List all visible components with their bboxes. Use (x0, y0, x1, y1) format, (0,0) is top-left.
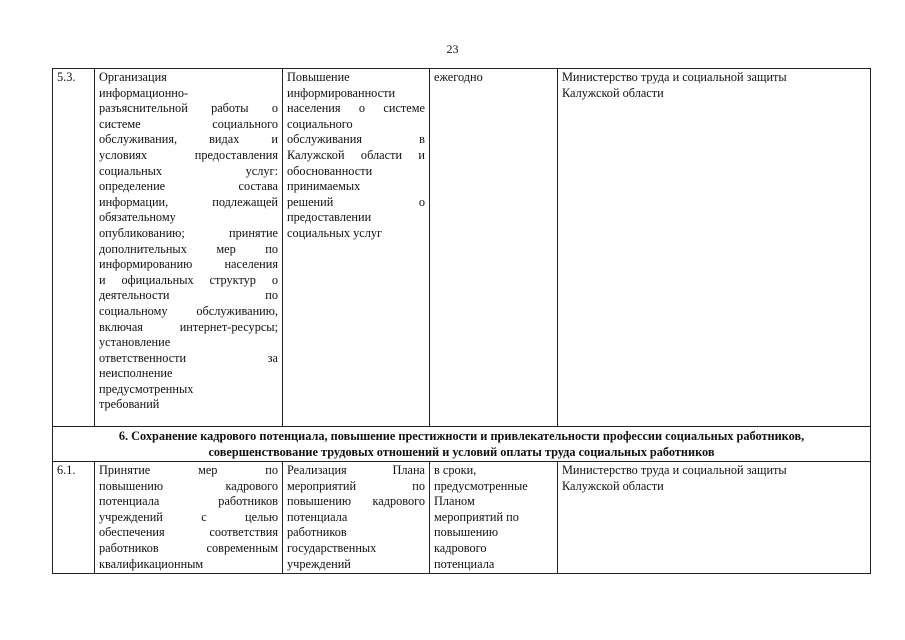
cell-line: в сроки, (434, 463, 477, 477)
cell-line: требований (99, 397, 160, 412)
cell-line: предусмотренные (434, 478, 528, 493)
cell-line: установление (99, 335, 171, 350)
cell-line: повышению кадрового (99, 478, 278, 493)
cell-line: обеспечения соответствия (99, 525, 278, 540)
deadline (430, 69, 558, 427)
measure-description (95, 69, 283, 427)
cell-line: государственных (287, 540, 377, 555)
expected-result (283, 69, 430, 427)
cell-line: Реализация Плана (287, 463, 425, 477)
cell-line: ежегодно (434, 70, 483, 84)
cell-line: деятельности по (99, 288, 278, 303)
responsible-executor (558, 69, 871, 427)
cell-line: условиях предоставления (99, 147, 278, 162)
cell-line: повышению кадрового (287, 494, 425, 509)
cell-line: потенциала (434, 556, 495, 571)
cell-line: ответственности за (99, 350, 278, 365)
cell-line: информационно- (99, 85, 189, 100)
cell-line: Калужской области (562, 478, 664, 493)
cell-line: опубликованию; принятие (99, 225, 278, 240)
row-number: 6.1. (53, 462, 95, 574)
cell-line: социального (287, 116, 353, 131)
table-row (53, 69, 871, 427)
responsible-executor (558, 462, 871, 574)
measures-table (52, 68, 871, 574)
cell-line: Повышение (287, 70, 350, 84)
cell-line: мероприятий по (434, 509, 519, 524)
cell-line: обслуживания, видах и (99, 132, 278, 147)
cell-line: системе социального (99, 116, 278, 131)
cell-line: квалификационным (99, 556, 204, 571)
cell-line: мероприятий по (287, 478, 425, 493)
cell-line: повышению (434, 525, 499, 540)
cell-line: предусмотренных (99, 381, 194, 396)
cell-line: Министерство труда и социальной защиты (562, 70, 787, 84)
cell-line: социальных услуг (287, 225, 383, 240)
cell-line: дополнительных мер по (99, 241, 278, 256)
cell-line: информированию населения (99, 257, 278, 272)
cell-line: обязательному (99, 210, 176, 225)
cell-line: решений о (287, 194, 425, 209)
cell-line: потенциала (287, 509, 348, 524)
section-heading (53, 427, 871, 462)
cell-line: Министерство труда и социальной защиты (562, 463, 787, 477)
cell-line: информированности (287, 85, 396, 100)
cell-line: Планом (434, 494, 475, 509)
cell-line: учреждений (287, 556, 351, 571)
cell-line: предоставлении (287, 210, 372, 225)
cell-line: разъяснительной работы о (99, 101, 278, 116)
table-row (53, 462, 871, 574)
cell-line: неисполнение (99, 366, 173, 381)
page-number: 23 (446, 42, 459, 56)
cell-line: информации, подлежащей (99, 194, 278, 209)
cell-line: потенциала работников (99, 494, 278, 509)
cell-line: работников современным (99, 540, 278, 555)
cell-line: населения о системе (287, 101, 425, 116)
cell-line: включая интернет-ресурсы; (99, 319, 278, 334)
cell-line: определение состава (99, 179, 278, 194)
cell-line: обслуживания в (287, 132, 425, 147)
cell-line: работников (287, 525, 347, 540)
cell-line: обоснованности (287, 163, 373, 178)
cell-line: принимаемых (287, 179, 361, 194)
section-heading-row (53, 427, 871, 462)
row-number: 5.3. (53, 69, 95, 427)
cell-line: кадрового (434, 540, 487, 555)
measure-description (95, 462, 283, 574)
cell-line: и официальных структур о (99, 272, 278, 287)
section-heading-line-2: совершенствование трудовых отношений и условий оплаты труда социальных работников (208, 445, 715, 459)
deadline (430, 462, 558, 574)
cell-line: социальному обслуживанию, (99, 303, 278, 318)
section-heading-line-1: 6. Сохранение кадрового потенциала, повышение престижности и привлекательности профессии социальных работников, (118, 429, 805, 443)
cell-line: Калужской области (562, 85, 664, 100)
cell-line: Организация (99, 70, 167, 84)
cell-line: Калужской области и (287, 147, 425, 162)
expected-result (283, 462, 430, 574)
cell-line: Принятие мер по (99, 463, 278, 477)
cell-line: социальных услуг: (99, 163, 278, 178)
cell-line: учреждений с целью (99, 509, 278, 524)
